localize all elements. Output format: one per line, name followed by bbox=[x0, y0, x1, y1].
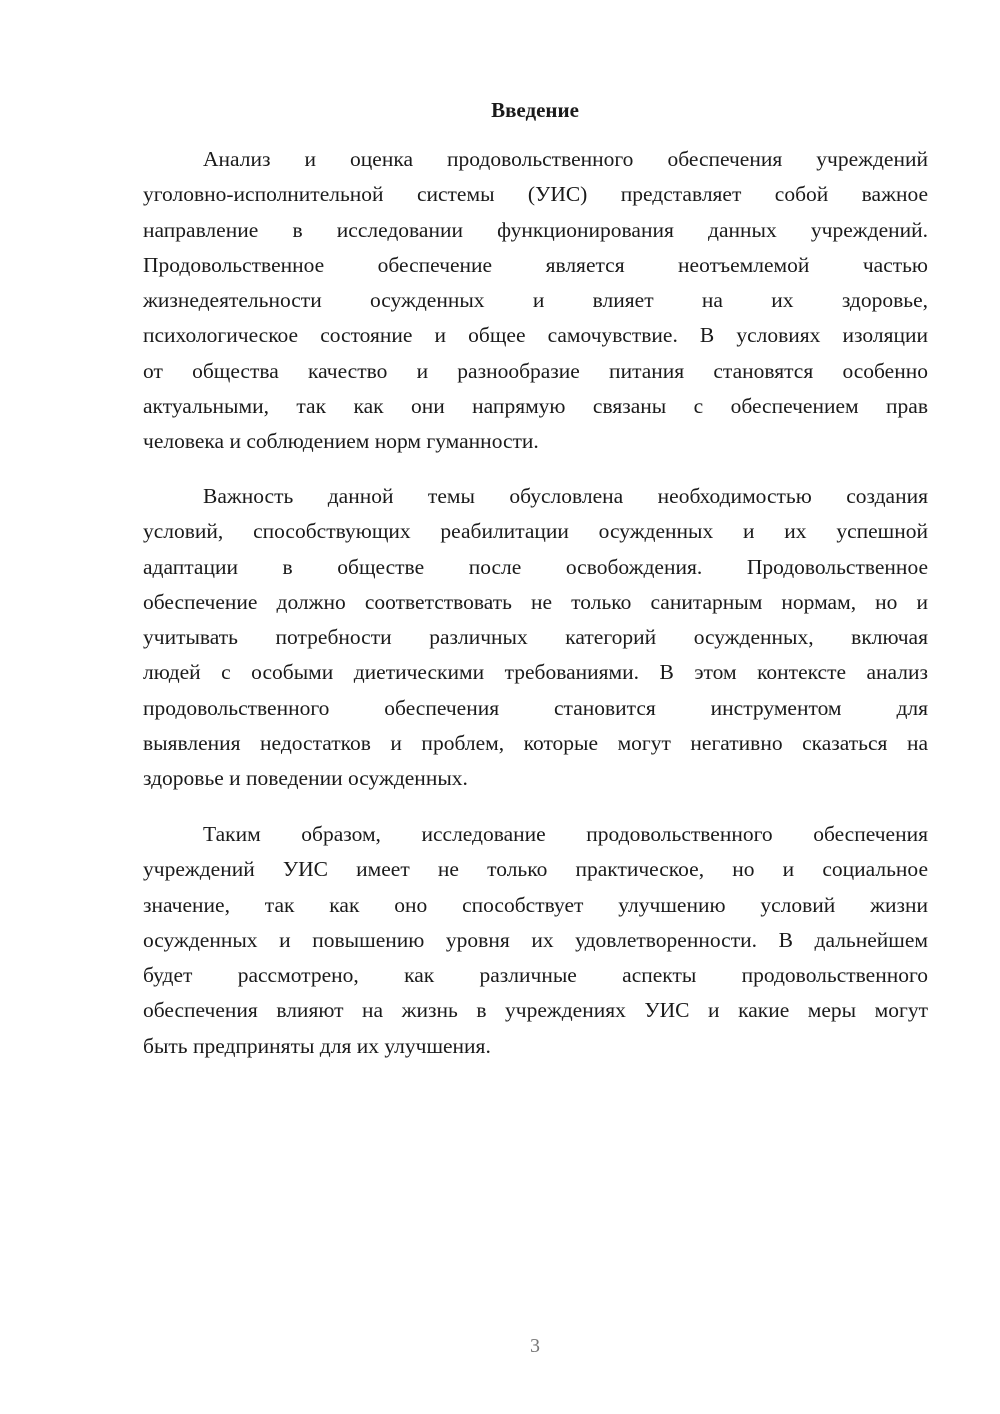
text-line: адаптации в обществе после освобождения. Продовольственное bbox=[143, 554, 928, 579]
text-line: направление в исследовании функционирования данных учреждений. bbox=[143, 217, 928, 242]
text-line: Продовольственное обеспечение является неотъемлемой частью bbox=[143, 252, 928, 277]
text-line: учреждений УИС имеет не только практическое, но и социальное bbox=[143, 857, 928, 882]
text-line: здоровье и поведении осужденных. bbox=[143, 766, 468, 791]
text-line: Анализ и оценка продовольственного обеспечения учреждений bbox=[203, 147, 928, 171]
text-line: учитывать потребности различных категорий осужденных, включая bbox=[143, 625, 928, 650]
text-line: человека и соблюдением норм гуманности. bbox=[143, 429, 539, 454]
text-line: актуальными, так как они напрямую связаны с обеспечением прав bbox=[143, 394, 928, 419]
text-line: жизнедеятельности осужденных и влияет на их здоровье, bbox=[143, 288, 928, 313]
text-line: условий, способствующих реабилитации осужденных и их успешной bbox=[143, 519, 928, 544]
paragraph-1 bbox=[143, 142, 928, 460]
text-line: уголовно-исполнительной системы (УИС) представляет собой важное bbox=[143, 182, 928, 207]
page-number: 3 bbox=[530, 1335, 540, 1357]
text-line: от общества качество и разнообразие питания становятся особенно bbox=[143, 358, 928, 383]
text-line: выявления недостатков и проблем, которые могут негативно сказаться на bbox=[143, 731, 928, 756]
text-line: осужденных и повышению уровня их удовлетворенности. В дальнейшем bbox=[143, 927, 928, 952]
section-title: Введение bbox=[491, 98, 579, 122]
text-line: Важность данной темы обусловлена необходимостью создания bbox=[203, 484, 928, 508]
text-line: людей с особыми диетическими требованиями. В этом контексте анализ bbox=[143, 660, 928, 685]
paragraph-3 bbox=[143, 817, 928, 1064]
text-line: продовольственного обеспечения становится инструментом для bbox=[143, 695, 928, 720]
text-line: значение, так как оно способствует улучшению условий жизни bbox=[143, 892, 928, 917]
text-line: будет рассмотрено, как различные аспекты продовольственного bbox=[143, 963, 928, 988]
text-line: быть предприняты для их улучшения. bbox=[143, 1033, 491, 1058]
text-line: обеспечение должно соответствовать не только санитарным нормам, но и bbox=[143, 589, 928, 614]
paragraph-2 bbox=[143, 479, 928, 797]
text-line: обеспечения влияют на жизнь в учреждениях УИС и какие меры могут bbox=[143, 998, 928, 1023]
text-line: психологическое состояние и общее самочувствие. В условиях изоляции bbox=[143, 323, 928, 348]
text-line: Таким образом, исследование продовольственного обеспечения bbox=[203, 822, 928, 846]
